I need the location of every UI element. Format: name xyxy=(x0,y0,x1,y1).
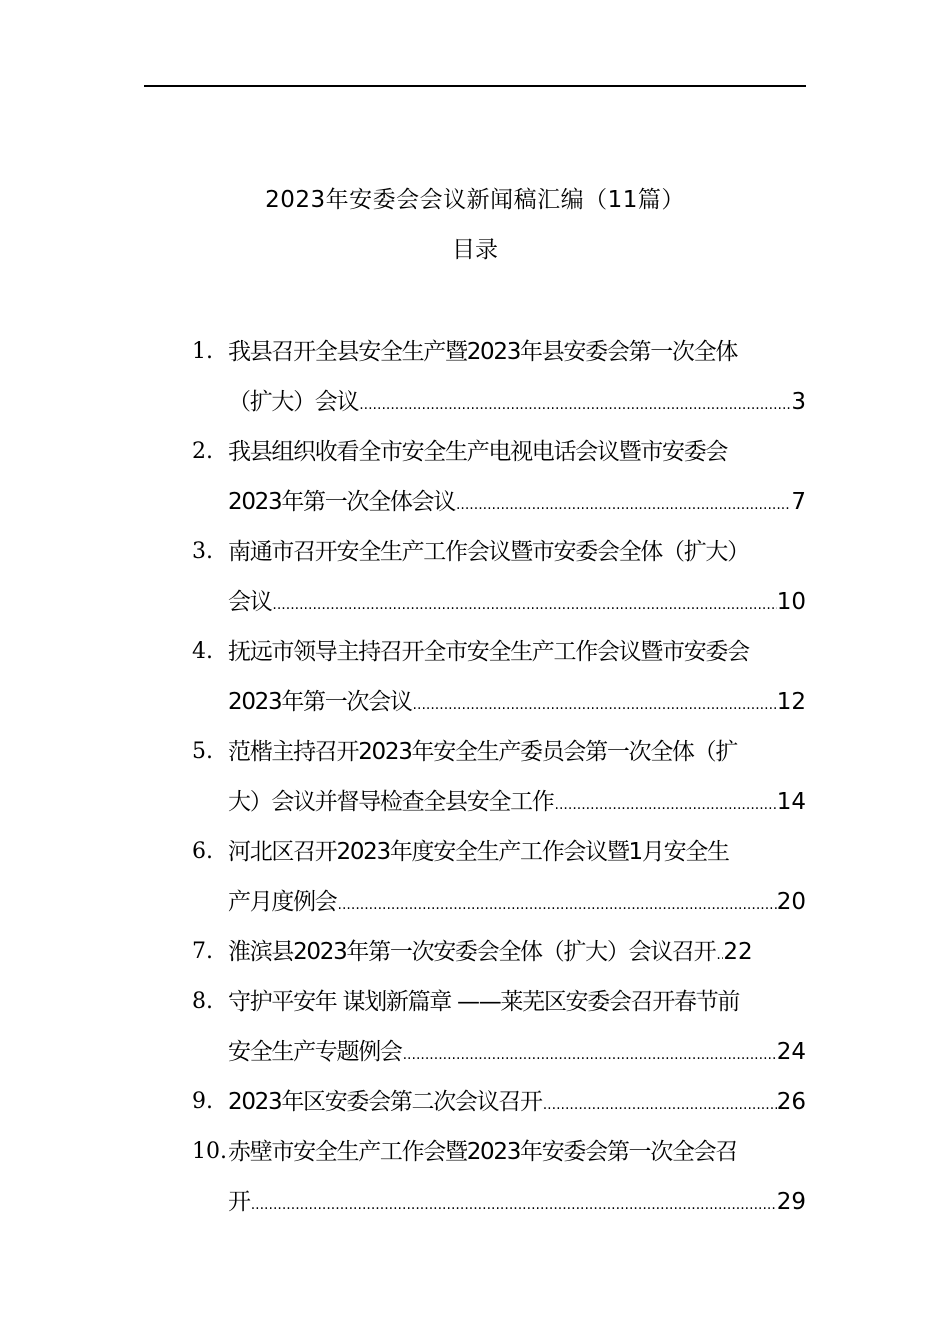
toc-entry-10[interactable] xyxy=(192,1127,812,1227)
dot-leader xyxy=(554,780,777,827)
toc-entry-number: 10. xyxy=(192,1139,227,1164)
toc-entry-4[interactable] xyxy=(192,627,812,727)
toc-page-number: 29 xyxy=(776,1189,806,1215)
toc-entry-number: 4. xyxy=(192,639,213,664)
toc-entry-number: 2. xyxy=(192,439,213,464)
toc-page-number: 7 xyxy=(791,489,806,515)
toc-entry-number: 1. xyxy=(192,339,213,364)
toc-entry-number: 7. xyxy=(192,939,213,964)
toc-page-number: 26 xyxy=(776,1089,806,1115)
toc-entry-number: 8. xyxy=(192,989,213,1014)
toc-entry-5[interactable] xyxy=(192,727,812,827)
toc-entry-number: 3. xyxy=(192,539,213,564)
toc-entry-7[interactable] xyxy=(192,927,812,977)
dot-leader xyxy=(358,380,791,427)
dot-leader xyxy=(715,930,723,977)
toc-entry-number: 6. xyxy=(192,839,213,864)
toc-entry-6[interactable] xyxy=(192,827,812,927)
toc-entry-3[interactable] xyxy=(192,527,812,627)
toc-entry-title: 河北区召开2023年度安全生产工作会议暨1月安全生 xyxy=(228,839,729,865)
toc-entry-1[interactable] xyxy=(192,327,812,427)
dot-leader xyxy=(412,680,777,727)
dot-leader xyxy=(402,1030,777,1077)
toc-page-number: 10 xyxy=(776,589,806,615)
document-title: 2023年安委会会议新闻稿汇编（11篇） xyxy=(265,187,685,213)
dot-leader xyxy=(271,580,776,627)
toc-entry-title-cont: 产月度例会 xyxy=(228,889,337,915)
toc-page-number: 12 xyxy=(776,689,806,715)
toc-page-number: 20 xyxy=(776,889,806,915)
toc-entry-title-cont: 开 xyxy=(228,1189,250,1215)
toc-entry-title: 我县召开全县安全生产暨2023年县安委会第一次全体 xyxy=(228,339,738,365)
top-rule xyxy=(144,85,806,87)
toc-page-number: 14 xyxy=(776,789,806,815)
toc-entry-title: 范楷主持召开2023年安全生产委员会第一次全体（扩 xyxy=(228,739,738,765)
toc-entry-2[interactable] xyxy=(192,427,812,527)
toc-entry-title: 2023年区安委会第二次会议召开 xyxy=(228,1089,542,1115)
toc-entry-title-cont: 会议 xyxy=(228,589,272,615)
toc-entry-title-cont: 2023年第一次会议 xyxy=(228,689,412,715)
dot-leader xyxy=(455,480,791,527)
toc-entry-title-cont: 2023年第一次全体会议 xyxy=(228,489,455,515)
toc-entry-number: 5. xyxy=(192,739,213,764)
toc-entry-title: 抚远市领导主持召开全市安全生产工作会议暨市安委会 xyxy=(228,639,749,665)
toc-entry-title: 我县组织收看全市安全生产电视电话会议暨市安委会 xyxy=(228,439,728,465)
toc-entry-title-cont: 安全生产专题例会 xyxy=(228,1039,402,1065)
toc-page-number: 3 xyxy=(791,389,806,415)
toc-entry-title-cont: （扩大）会议 xyxy=(228,389,359,415)
dot-leader xyxy=(542,1080,777,1127)
dot-leader xyxy=(337,880,777,927)
toc-entry-number: 9. xyxy=(192,1089,213,1114)
toc-entry-9[interactable] xyxy=(192,1077,812,1127)
toc-entry-title: 南通市召开安全生产工作会议暨市安委会全体（扩大） xyxy=(228,539,749,565)
toc-entry-8[interactable] xyxy=(192,977,812,1077)
toc-entry-title: 守护平安年 谋划新篇章 ——莱芜区安委会召开春节前 xyxy=(228,989,740,1015)
dot-leader xyxy=(250,1180,777,1227)
toc-entry-title: 淮滨县2023年第一次安委会全体（扩大）会议召开 xyxy=(228,939,716,965)
toc-heading: 目录 xyxy=(452,237,498,263)
toc-entry-title-cont: 大）会议并督导检查全县安全工作 xyxy=(228,789,554,815)
toc-page-number: 22 xyxy=(723,939,753,965)
table-of-contents xyxy=(192,327,812,1227)
toc-page-number: 24 xyxy=(776,1039,806,1065)
toc-entry-title: 赤壁市安全生产工作会暨2023年安委会第一次全会召 xyxy=(228,1139,738,1165)
